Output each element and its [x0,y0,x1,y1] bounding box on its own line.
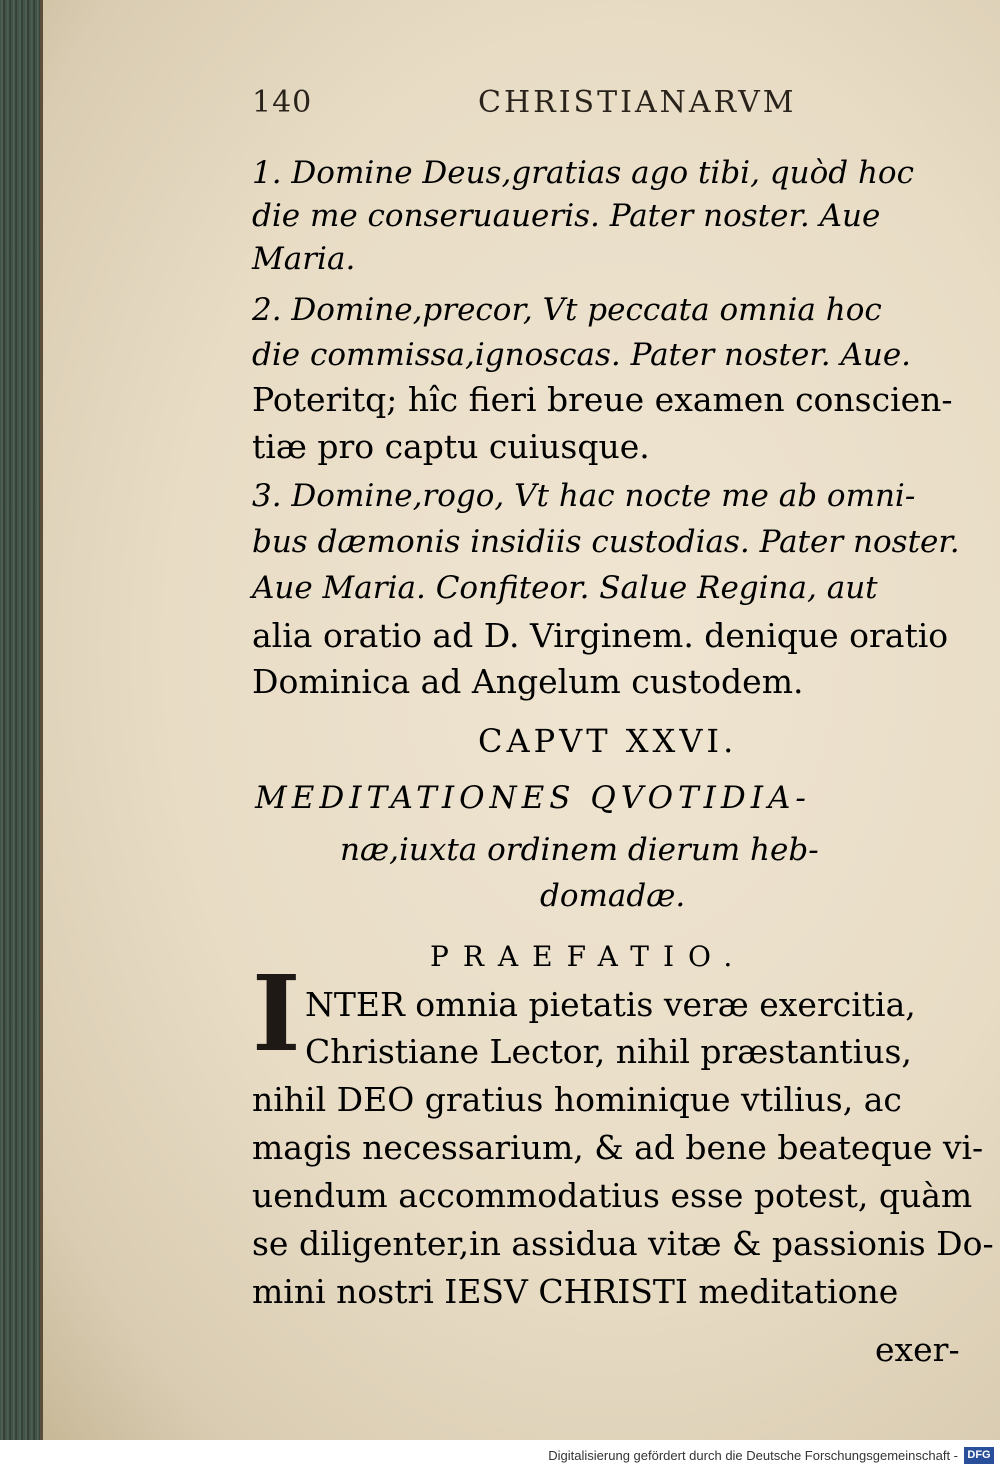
funding-credit: Digitalisierung gefördert durch die Deutsche Forschungsgemeinschaft - [548,1448,958,1463]
prayer-line: tiæ pro captu cuiusque. [252,427,650,466]
footer-bar [0,1440,1000,1472]
body-line: Christiane Lector, nihil præstantius, [305,1032,912,1071]
page-number: 140 [252,85,313,120]
prayer-line: die commissa,ignoscas. Pater noster. Aue. [252,337,912,373]
drop-cap-initial: I [252,952,301,1075]
chapter-heading: CAPVT XXVI. [478,722,738,760]
prayer-line: Maria. [252,241,356,277]
section-title-line: næ,iuxta ordinem dierum heb- [340,832,819,868]
body-line: nihil DEO gratius hominique vtilius, ac [252,1080,902,1119]
prayer-line: 1. Domine Deus,gratias ago tibi, quòd hoc [252,155,914,191]
running-title: CHRISTIANARVM [478,85,797,120]
prayer-line: Dominica ad Angelum custodem. [252,662,804,701]
body-line: uendum accommodatius esse potest, quàm [252,1176,973,1215]
body-line: NTER omnia pietatis veræ exercitia, [305,985,916,1024]
body-line: magis necessarium, & ad bene beateque vi- [252,1128,984,1167]
catchword: exer- [875,1330,960,1369]
prayer-line: die me conseruaueris. Pater noster. Aue [252,198,881,234]
body-line: se diligenter,in assidua vitæ & passionis Do- [252,1224,994,1263]
body-line: mini nostri IESV CHRISTI meditatione [252,1272,899,1311]
prayer-line: alia oratio ad D. Virginem. denique oratio [252,616,949,655]
preface-heading: PRAEFATIO. [430,940,747,973]
prayer-line: Poteritq; hîc fieri breue examen conscien- [252,380,953,419]
dfg-logo: DFG [964,1447,994,1464]
prayer-line: Aue Maria. Confiteor. Salue Regina, aut [252,570,878,606]
prayer-line: 3. Domine,rogo, Vt hac nocte me ab omni- [252,478,916,514]
section-title-line: MEDITATIONES QVOTIDIA- [255,780,811,816]
prayer-line: bus dæmonis insidiis custodias. Pater noster. [252,524,960,560]
prayer-line: 2. Domine,precor, Vt peccata omnia hoc [252,292,882,328]
section-title-line: domadæ. [540,878,686,914]
